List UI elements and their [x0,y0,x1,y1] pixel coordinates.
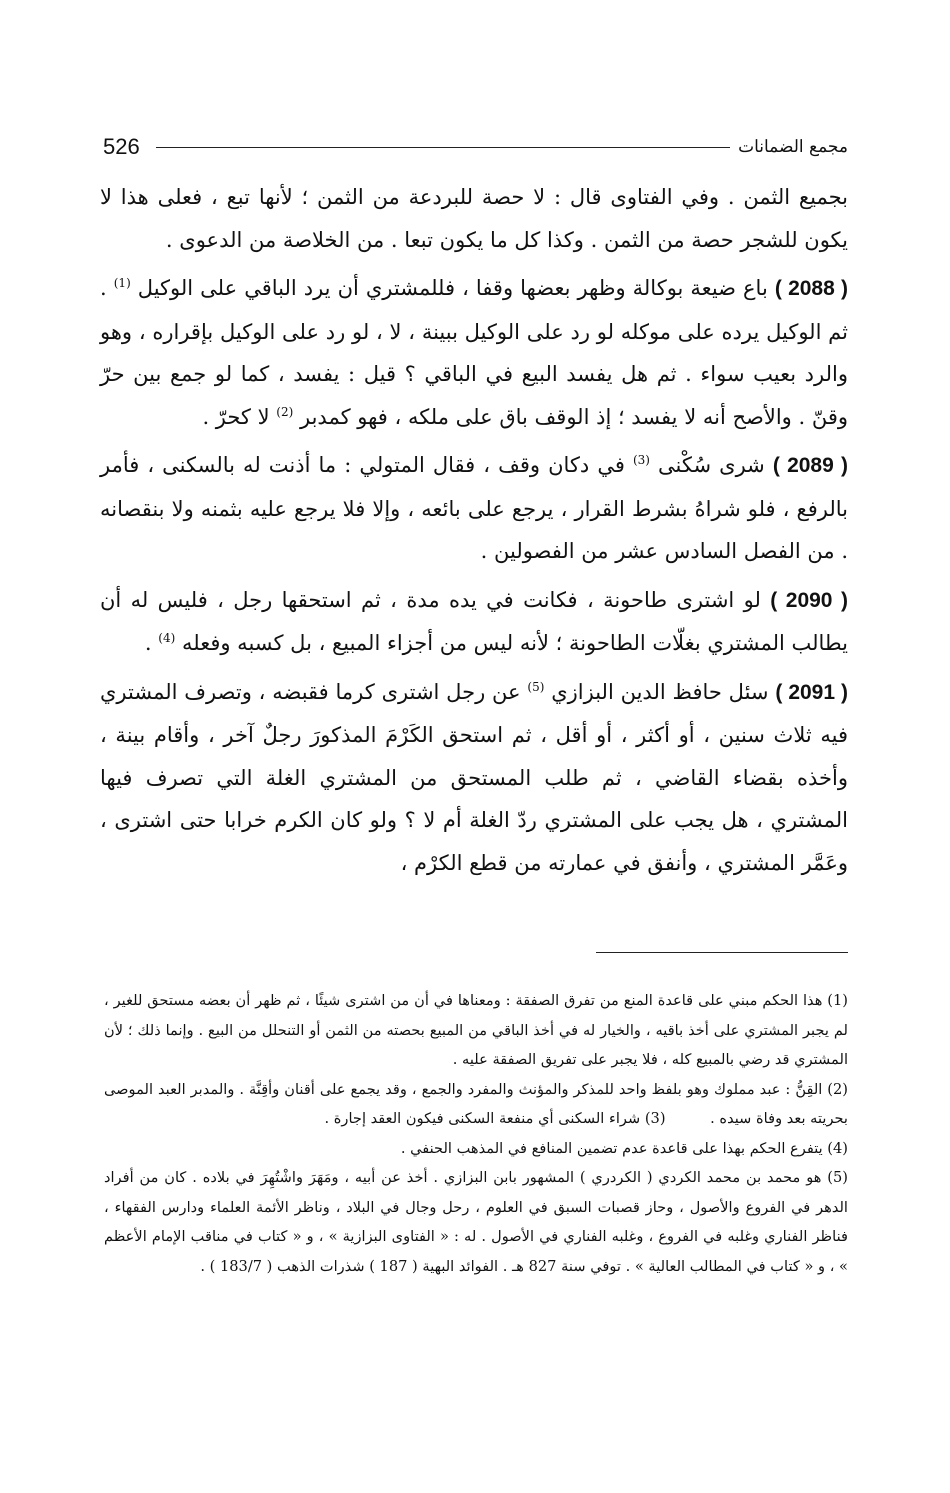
paragraph-text: عن رجل اشترى كرما فقبضه ، وتصرف المشتري فيه ثلاث سنين ، أو أكثر ، أو أقل ، ثم استحق الكَرْمَ المذكورَ رجلٌ آخر ، وأقام بينة ، وأخذه بقضاء القاضي ، ثم طلب المستحق من المشتري الغلة التي تصرف فيها المشتري ، هل يجب على المشتري ردّ الغلة أم لا ؟ ولو كان الكرم خرابا حتى اشترى ، وعَمَّر المشتري ، وأنفق في عمارته من قطع الكرْم ، [100,679,848,875]
paragraph-2091 [100,671,848,885]
footnote-ref: (2) [276,404,294,419]
paragraph-text: . [144,631,152,655]
footnote-ref: (4) [158,631,176,645]
intro-paragraph: بجميع الثمن . وفي الفتاوى قال : لا حصة للبردعة من الثمن ؛ لأنها تبع ، فعلى هذا لا يكون للشجر حصة من الثمن . وكذا كل ما يكون تبعا . من الخلاصة من الدعوى . [100,185,848,252]
footnote-3: (3) شراء السكنى أي منفعة السكنى فيكون العقد إجارة . [324,1110,666,1127]
paragraph-text: . ثم الوكيل يرده على موكله لو رد على الوكيل ببينة ، لا ، لو رد على الوكيل بإقراره ، وهو والرد بعيب سواء . ثم هل يفسد البيع في الباقي ؟ قيل : يفسد ، كما لو جمع بين حرّ وقنّ . والأصح أنه لا يفسد ؛ إذ الوقف باق على ملكه ، فهو كمدبر [100,276,848,429]
footnote-ref: (5) [527,679,545,694]
footnote-4: (4) يتفرع الحكم بهذا على قاعدة عدم تضمين المنافع في المذهب الحنفي . [400,1139,848,1157]
footnotes [104,986,848,1281]
footnote-ref: (1) [113,276,131,290]
footnote-2-3 [104,1075,848,1134]
header-rule [156,147,730,148]
footnote-2: (2) القِنُّ : عبد مملوك وهو بلفظ واحد للمذكر والمؤنث والمفرد والجمع ، وقد يجمع على أقنان وأقِنَّة . والمدبر العبد الموصى بحريته بعد وفاة سيده . [104,1080,848,1127]
paragraph-number: ( 2089 ) [772,454,848,477]
running-title: مجمع الضمانات [738,137,848,157]
paragraph-2090 [100,579,848,665]
paragraph-text: في دكان وقف ، فقال المتولي : ما أذنت له بالسكنى ، فأمر بالرفع ، فلو شراهُ بشرط القرار ، يرجع على بائعه ، وإلا فلا يرجع عليه بثمنه ولا بنقصانه . من الفصل السادس عشر من الفصولين . [100,453,848,563]
footnote-1: (1) هذا الحكم مبني على قاعدة المنع من تفرق الصفقة : ومعناها في أن من اشترى شيئًا ، ثم ظهر أن بعضه مستحق للغير ، لم يجبر المشتري على أخذ باقيه ، والخيار له في أخذ الباقي من المبيع بحصته من الثمن أو التنحلل من البيع . وإنما ذلك ؛ لأن المشتري قد رضي بالمبيع كله ، فلا يجبر على تفريق الصفقة عليه . [104,992,848,1068]
footnote-separator [596,952,848,953]
paragraph-number: ( 2091 ) [775,680,848,704]
paragraph-number: ( 2088 ) [774,277,848,300]
paragraph-2088 [100,267,848,438]
paragraph-number: ( 2090 ) [770,588,848,612]
main-text [100,176,848,890]
paragraph-text: سئل حافظ الدين البزازي [551,679,769,704]
page-number: 526 [103,134,140,159]
paragraph-text: باع ضيعة بوكالة وظهر بعضها وقفا ، فللمشتري أن يرد الباقي على الوكيل [137,276,768,300]
paragraph-text: لو اشترى طاحونة ، فكانت في يده مدة ، ثم استحقها رجل ، فليس له أن يطالب المشتري بغلّات الطاحونة ؛ لأنه ليس من أجزاء المبيع ، بل كسبه وفعله [100,587,848,655]
page-header [103,131,848,163]
footnote-ref: (3) [632,453,650,467]
paragraph-2089 [100,444,848,573]
footnote-5: (5) هو محمد بن محمد الكردي ( الكردري ) المشهور بابن البزازي . أخذ عن أبيه ، ومَهَرَ واشْتُهِرَ في بلاده . كان من أفراد الدهر في الفروع والأصول ، وحاز قصبات السبق في العلوم ، رحل وجال في البلاد ، وناظر الأئمة العلماء ودارس الفقهاء ، فناظر الفناري وغلبه في الفروع ، وغلبه الفناري في الأصول . له : « الفتاوى البزازية » ، و « كتاب في مناقب الإمام الأعظم » ، و « كتاب في المطالب العالية » . توفي سنة 827 هـ . الفوائد البهية ( 187 ) شذرات الذهب ( 183/7 ) . [104,1169,848,1275]
paragraph-text: لا كحرّ . [202,404,270,429]
paragraph-text: شرى سُكْنى [658,453,765,477]
